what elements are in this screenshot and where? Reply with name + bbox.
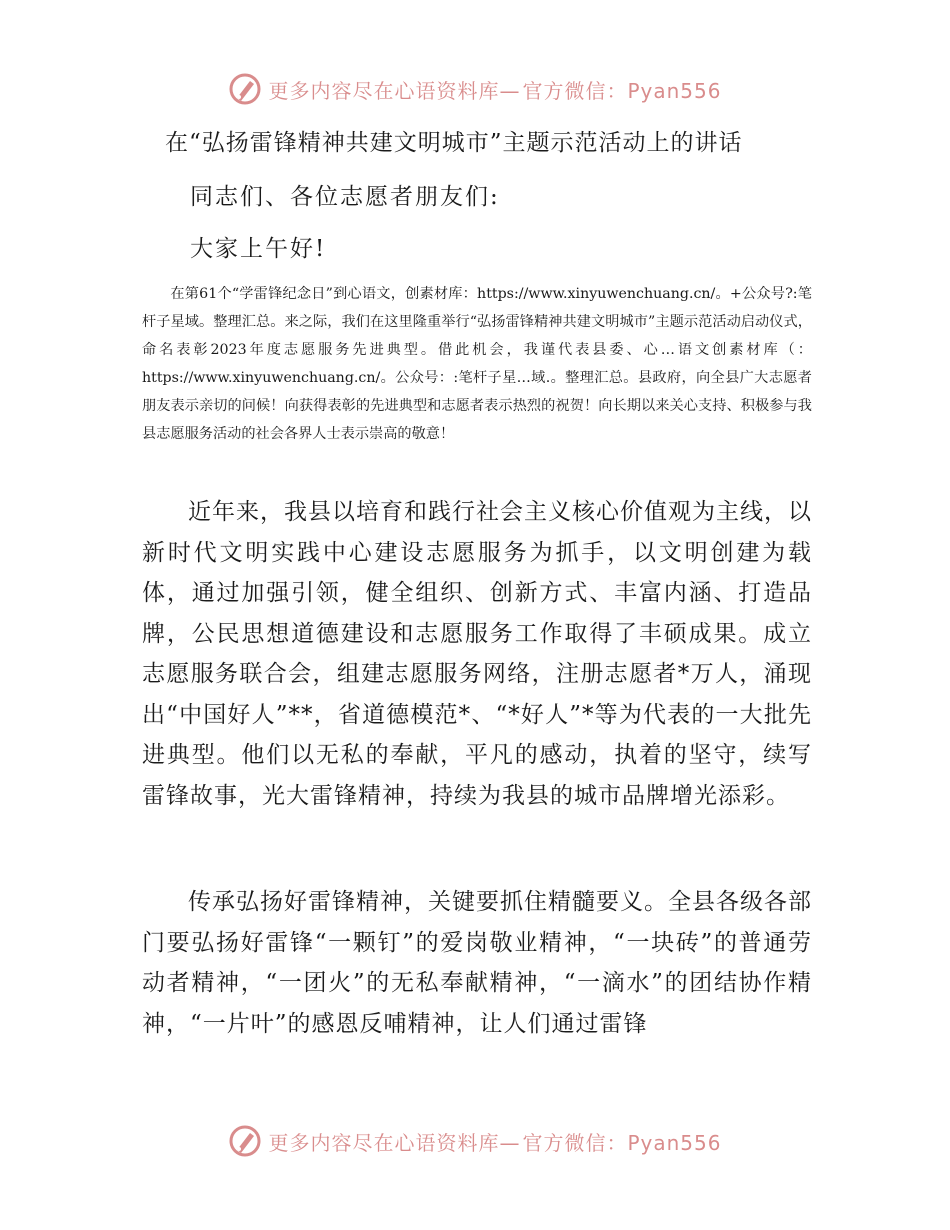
pen-logo-icon	[228, 72, 262, 106]
banner-wechat: 官方微信：Pyan556	[522, 1130, 722, 1155]
banner-wechat: 官方微信：Pyan556	[522, 78, 722, 103]
header-banner	[0, 72, 950, 106]
banner-text: 更多内容尽在心语资料库—	[268, 1130, 521, 1155]
paragraph-2: 近年来，我县以培育和践行社会主义核心价值观为主线，以新时代文明实践中心建设志愿服务为抓手，以文明创建为载体，通过加强引领，健全组织、创新方式、丰富内涵、打造品牌，公民思想道德建设和志愿服务工作取得了丰硕成果。成立志愿服务联合会，组建志愿服务网络，注册志愿者*万人，涌现出“中国好人”**，省道德模范*、“*好人”*等为代表的一大批先进典型。他们以无私的奉献，平凡的感动，执着的坚守，续写雷锋故事，光大雷锋精神，持续为我县的城市品牌增光添彩。	[142, 499, 812, 809]
footer-banner	[0, 1124, 950, 1158]
paragraph-1: 在第61个“学雷锋纪念日”到心语文，创素材库：https://www.xinyuwenchuang.cn/。+公众号?:笔杆子星域。整理汇总。来之际，我们在这里隆重举行“弘扬雷锋精神共建文明城市”主题示范活动启动仪式，命名表彰2023年度志愿服务先进典型。借此机会，我谨代表县委、心…语文创素材库（：https://www.xinyuwenchuang.cn/。公众号：:笔杆子星…域.。整理汇总。县政府，向全县广大志愿者朋友表示亲切的问候！向获得表彰的先进典型和志愿者表示热烈的祝贺！向长期以来关心支持、积极参与我县志愿服务活动的社会各界人士表示崇高的敬意！	[142, 286, 812, 442]
greeting-line-1: 同志们、各位志愿者朋友们:	[190, 184, 500, 210]
paragraph-3: 传承弘扬好雷锋精神，关键要抓住精髓要义。全县各级各部门要弘扬好雷锋“一颗钉”的爱岗敬业精神，“一块砖”的普通劳动者精神，“一团火”的无私奉献精神，“一滴水”的团结协作精神，“一片叶”的感恩反哺精神，让人们通过雷锋	[142, 889, 812, 1037]
greeting-line-2: 大家上午好!	[190, 236, 327, 262]
speech-title: 在“弘扬雷锋精神共建文明城市”主题示范活动上的讲话	[165, 130, 743, 156]
pen-logo-icon	[228, 1124, 262, 1158]
banner-text: 更多内容尽在心语资料库—	[268, 78, 521, 103]
